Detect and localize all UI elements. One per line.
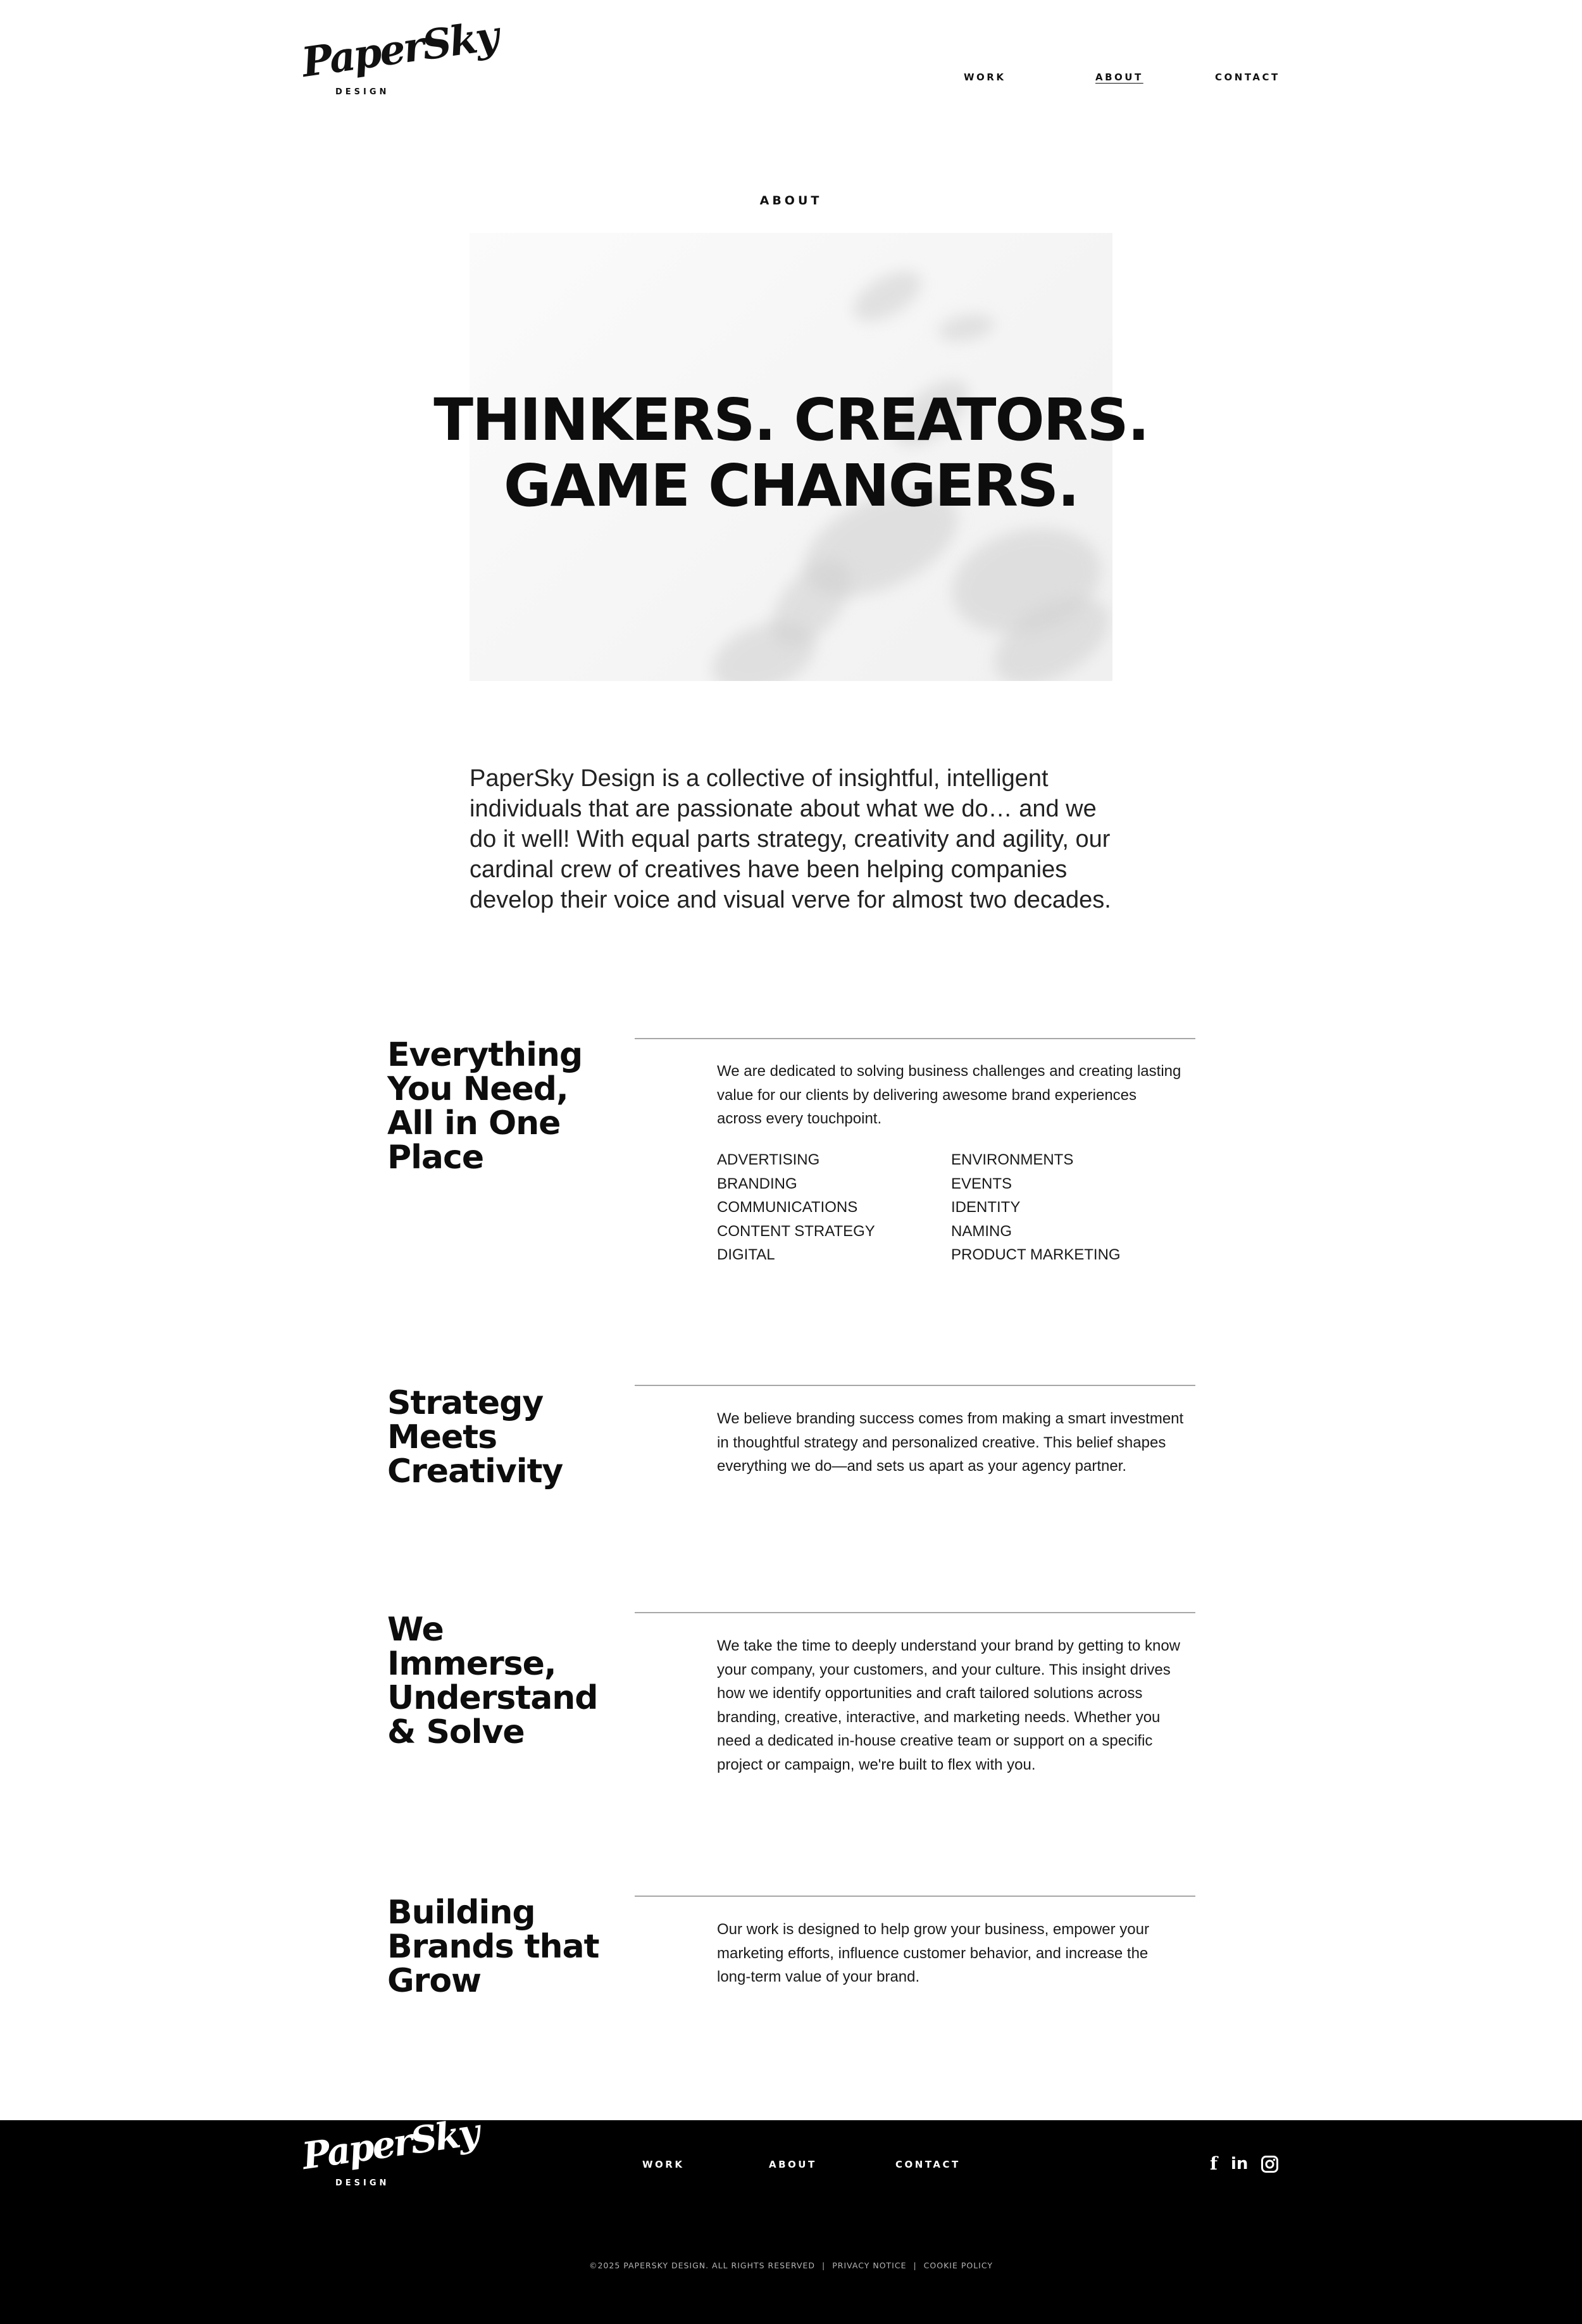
instagram-icon[interactable]	[1261, 2154, 1278, 2173]
logo-subtitle: DESIGN	[335, 2178, 390, 2188]
service-item: PRODUCT MARKETING	[951, 1246, 1121, 1263]
service-item: ENVIRONMENTS	[951, 1151, 1074, 1168]
service-item: COMMUNICATIONS	[717, 1199, 858, 1216]
nav-contact-link[interactable]: CONTACT	[1215, 72, 1280, 83]
heading-line: Strategy	[387, 1384, 544, 1422]
section-body: We believe branding success comes from making a smart investment in thoughtful strategy and personalized creative. This belief shapes everything we do—and sets us apart as your agency partner.	[717, 1410, 1184, 1475]
cookie-policy-link[interactable]: COOKIE POLICY	[923, 2261, 993, 2270]
linkedin-icon[interactable]: in	[1231, 2154, 1249, 2173]
heading-line: Understand	[387, 1679, 598, 1717]
section-divider	[635, 1038, 1195, 1039]
section-heading-immerse	[387, 1613, 615, 1749]
section-body: Our work is designed to help grow your business, empower your marketing efforts, influence customer behavior, and increase the long-term value of your brand.	[717, 1921, 1149, 1985]
service-item: CONTENT STRATEGY	[717, 1222, 875, 1240]
section-body: We take the time to deeply understand your brand by getting to know your company, your customers, and your culture. This insight drives how we identify opportunities and craft tailored solutions across branding, creative, interactive, and marketing needs. Whether you need a dedicated in-house creative team or support on a specific project or campaign, we're built to flex with you.	[717, 1637, 1180, 1773]
site-logo[interactable]	[299, 12, 502, 97]
logo-subtitle: DESIGN	[335, 87, 390, 97]
copyright-text: ©2025 PAPERSKY DESIGN. ALL RIGHTS RESERVED	[589, 2261, 816, 2270]
heading-line: Place	[387, 1139, 484, 1177]
service-item: IDENTITY	[951, 1199, 1021, 1216]
section-heading-building	[387, 1896, 615, 1998]
section-divider	[635, 1385, 1195, 1386]
footer-logo[interactable]	[299, 2110, 482, 2188]
heading-line: We	[387, 1611, 444, 1649]
legal-separator: |	[822, 2261, 826, 2270]
heading-line: Creativity	[387, 1452, 563, 1490]
hero-title-line-2: GAME CHANGERS.	[503, 452, 1079, 520]
footer-work-link[interactable]: WORK	[642, 2159, 685, 2170]
site-footer	[0, 2120, 1582, 2324]
hero-title	[380, 387, 1202, 519]
heading-line: Grow	[387, 1962, 482, 2000]
heading-line: Everything	[387, 1036, 583, 1074]
service-item: NAMING	[951, 1222, 1012, 1240]
heading-line: & Solve	[387, 1713, 525, 1751]
footer-about-link[interactable]: ABOUT	[769, 2159, 817, 2170]
section-heading-everything	[387, 1038, 615, 1175]
heading-line: Immerse,	[387, 1645, 556, 1683]
heading-line: Brands that	[387, 1928, 599, 1966]
footer-contact-link[interactable]: CONTACT	[895, 2159, 961, 2170]
nav-work-link[interactable]: WORK	[964, 72, 1006, 83]
heading-line: All in One	[387, 1104, 561, 1142]
section-body: We are dedicated to solving business challenges and creating lasting value for our clients by delivering awesome brand experiences across every touchpoint.	[717, 1063, 1181, 1127]
service-item: DIGITAL	[717, 1246, 775, 1263]
logo-wordmark: PaperSky	[299, 12, 501, 87]
privacy-notice-link[interactable]: PRIVACY NOTICE	[832, 2261, 907, 2270]
section-divider	[635, 1896, 1195, 1897]
logo-wordmark: PaperSky	[299, 2110, 481, 2178]
page-eyebrow: ABOUT	[759, 194, 823, 208]
legal-separator: |	[913, 2261, 917, 2270]
service-item: BRANDING	[717, 1175, 797, 1192]
hero-title-line-1: THINKERS. CREATORS.	[433, 386, 1149, 454]
service-item: EVENTS	[951, 1175, 1012, 1192]
intro-paragraph: PaperSky Design is a collective of insightful, intelligent individuals that are passionate about what we do… and we do it well! With equal parts strategy, creativity and agility, our cardinal crew of creatives have been helping companies develop their voice and visual verve for almost two decades.	[470, 765, 1111, 913]
heading-line: You Need,	[387, 1070, 568, 1108]
heading-line: Building	[387, 1894, 535, 1932]
facebook-icon[interactable]: f	[1210, 2153, 1218, 2174]
section-heading-strategy	[387, 1386, 615, 1489]
services-list-left	[717, 1148, 875, 1267]
nav-about-link[interactable]: ABOUT	[1095, 72, 1143, 83]
section-divider	[635, 1612, 1195, 1613]
heading-line: Meets	[387, 1418, 497, 1456]
service-item: ADVERTISING	[717, 1151, 820, 1168]
footer-legal	[0, 2261, 1582, 2270]
services-list-right	[951, 1148, 1121, 1267]
